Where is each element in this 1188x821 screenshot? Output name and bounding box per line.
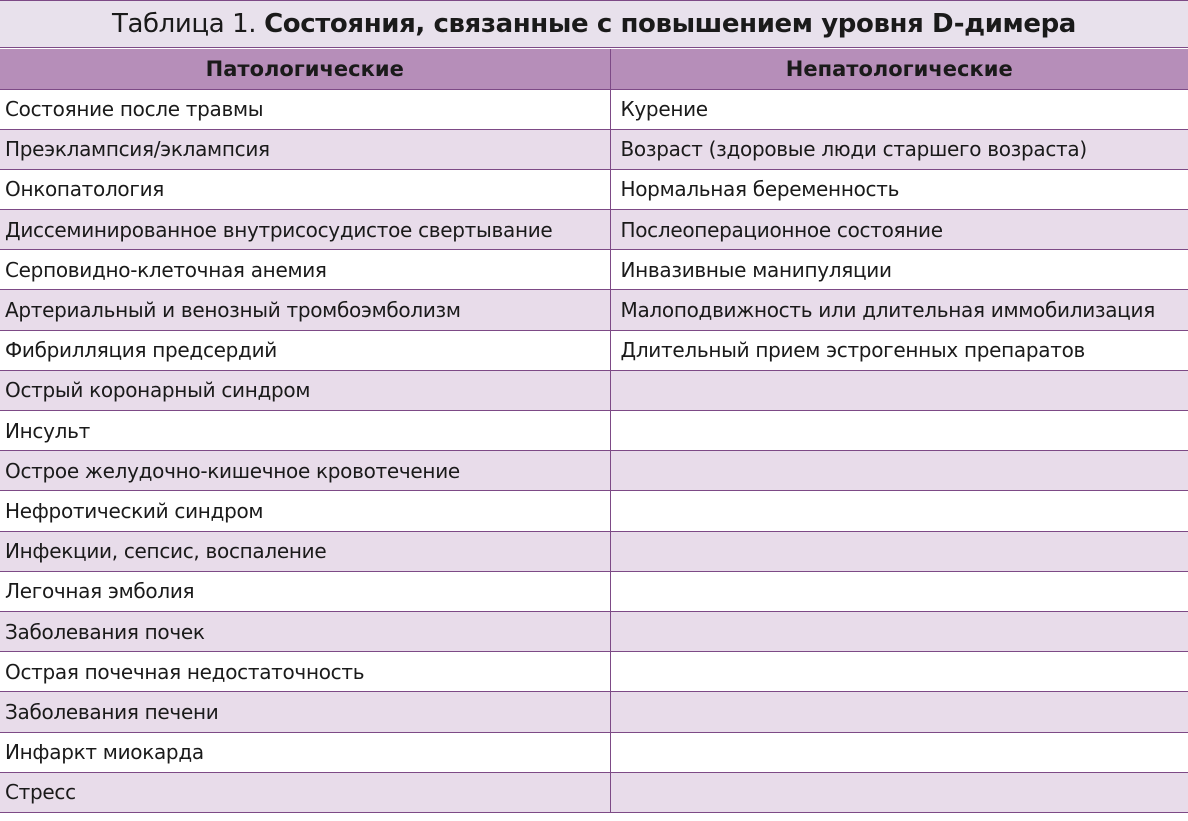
pathological-cell: Острая почечная недостаточность <box>0 652 610 692</box>
pathological-cell: Состояние после травмы <box>0 89 610 129</box>
non-pathological-cell <box>610 652 1188 692</box>
table-row <box>0 210 1188 250</box>
pathological-cell: Острый коронарный синдром <box>0 370 610 410</box>
d-dimer-conditions-table <box>0 49 1188 813</box>
non-pathological-cell: Возраст (здоровые люди старшего возраста) <box>610 129 1188 169</box>
table-row <box>0 451 1188 491</box>
table-row <box>0 89 1188 129</box>
non-pathological-cell <box>610 772 1188 812</box>
table-header-row <box>0 49 1188 89</box>
non-pathological-cell <box>610 491 1188 531</box>
non-pathological-cell <box>610 571 1188 611</box>
table-row <box>0 652 1188 692</box>
pathological-cell: Инфаркт миокарда <box>0 732 610 772</box>
table-title-main: Состояния, связанные с повышением уровня D-димера <box>264 9 1076 39</box>
pathological-cell: Артериальный и венозный тромбоэмболизм <box>0 290 610 330</box>
table-title <box>0 0 1188 48</box>
pathological-cell: Острое желудочно-кишечное кровотечение <box>0 451 610 491</box>
table-row <box>0 491 1188 531</box>
table-header <box>0 49 1188 89</box>
non-pathological-cell <box>610 531 1188 571</box>
table-row <box>0 531 1188 571</box>
table-row <box>0 772 1188 812</box>
pathological-cell: Онкопатология <box>0 169 610 209</box>
non-pathological-cell: Послеоперационное состояние <box>610 210 1188 250</box>
pathological-cell: Инфекции, сепсис, воспаление <box>0 531 610 571</box>
non-pathological-cell: Инвазивные манипуляции <box>610 250 1188 290</box>
pathological-cell: Серповидно-клеточная анемия <box>0 250 610 290</box>
table-row <box>0 611 1188 651</box>
pathological-cell: Нефротический синдром <box>0 491 610 531</box>
table-row <box>0 692 1188 732</box>
pathological-cell: Фибрилляция предсердий <box>0 330 610 370</box>
table-title-prefix: Таблица 1. <box>112 9 257 39</box>
non-pathological-cell <box>610 692 1188 732</box>
table-row <box>0 732 1188 772</box>
pathological-cell: Легочная эмболия <box>0 571 610 611</box>
non-pathological-cell: Нормальная беременность <box>610 169 1188 209</box>
table-row <box>0 129 1188 169</box>
header-pathological: Патологические <box>0 49 610 89</box>
non-pathological-cell: Курение <box>610 89 1188 129</box>
table-row <box>0 571 1188 611</box>
non-pathological-cell <box>610 451 1188 491</box>
table-row <box>0 411 1188 451</box>
table-row <box>0 370 1188 410</box>
table-body <box>0 89 1188 812</box>
pathological-cell: Заболевания печени <box>0 692 610 732</box>
table-row <box>0 290 1188 330</box>
header-non-pathological: Непатологические <box>610 49 1188 89</box>
non-pathological-cell <box>610 411 1188 451</box>
pathological-cell: Инсульт <box>0 411 610 451</box>
pathological-cell: Заболевания почек <box>0 611 610 651</box>
pathological-cell: Преэклампсия/эклампсия <box>0 129 610 169</box>
non-pathological-cell <box>610 611 1188 651</box>
pathological-cell: Диссеминированное внутрисосудистое свертывание <box>0 210 610 250</box>
non-pathological-cell <box>610 370 1188 410</box>
table-row <box>0 169 1188 209</box>
table-row <box>0 330 1188 370</box>
non-pathological-cell: Длительный прием эстрогенных препаратов <box>610 330 1188 370</box>
table-row <box>0 250 1188 290</box>
non-pathological-cell: Малоподвижность или длительная иммобилизация <box>610 290 1188 330</box>
non-pathological-cell <box>610 732 1188 772</box>
pathological-cell: Стресс <box>0 772 610 812</box>
